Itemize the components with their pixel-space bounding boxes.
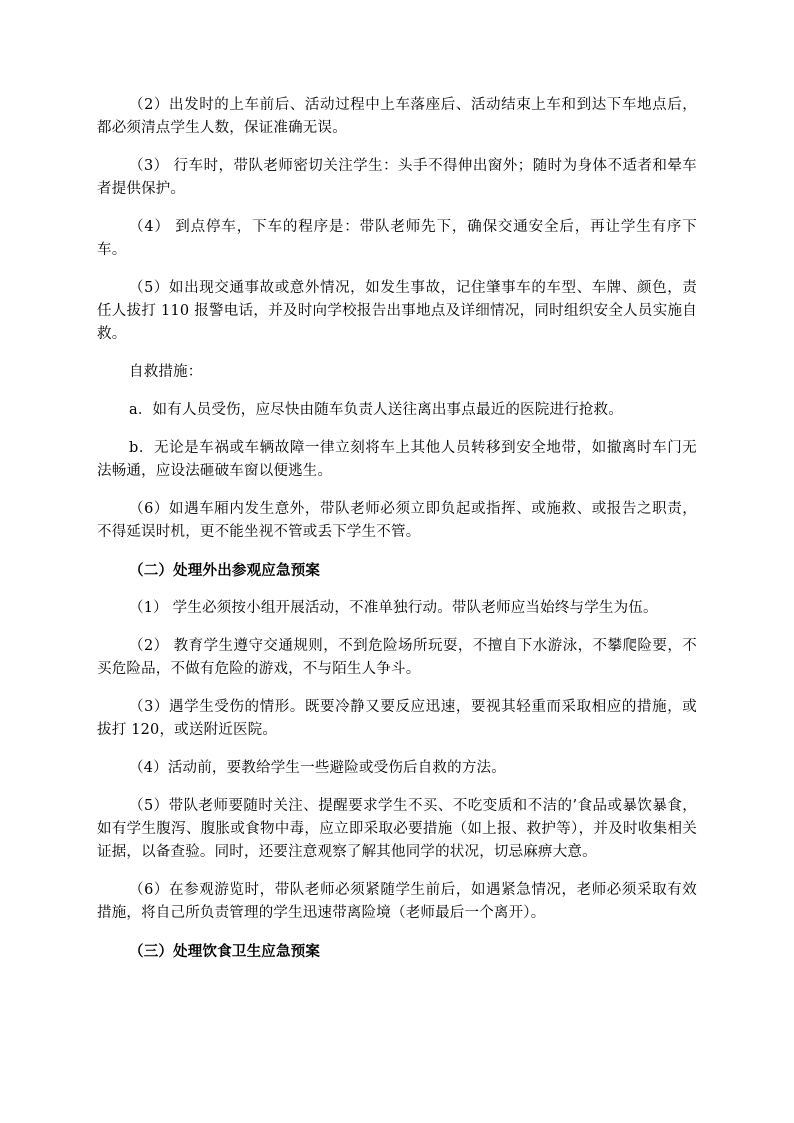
self-rescue-item-a: a．如有人员受伤，应尽快由随车负责人送往离出事点最近的医院进行抢救。 bbox=[129, 402, 623, 418]
paragraph-4-stopping-procedure: （4） 到点停车，下车的程序是：带队老师先下，确保交通安全后，再让学生有序下车。 bbox=[97, 219, 697, 258]
visit-item-2-traffic-rules: （2） 教育学生遵守交通规则，不到危险场所玩耍，不擅自下水游泳，不攀爬险要，不买危险品，不做有危险的游戏，不与陌生人争斗。 bbox=[97, 638, 697, 677]
self-rescue-item-b: b．无论是车祸或车辆故障一律立刻将车上其他人员转移到安全地带，如撤离时车门无法畅通，应设法砸破车窗以便逃生。 bbox=[97, 440, 697, 479]
visit-item-6-touring-emergency: （6）在参观游览时，带队老师必须紧随学生前后，如遇紧急情况，老师必须采取有效措施，将自己所负责管理的学生迅速带离险境（老师最后一个离开）。 bbox=[97, 882, 697, 921]
paragraph-3-driving-safety: （3） 行车时，带队老师密切关注学生：头手不得伸出窗外；随时为身体不适者和晕车者提供保护。 bbox=[97, 158, 697, 197]
paragraph-2-boarding-headcount: （2）出发时的上车前后、活动过程中上车落座后、活动结束上车和到达下车地点后，都必须清点学生人数，保证准确无误。 bbox=[97, 97, 697, 136]
document-body bbox=[97, 94, 697, 978]
visit-item-5-food-safety: （5）带队老师要随时关注、提醒要求学生不买、不吃变质和不洁的’食品或暴饮暴食，如有学生腹泻、腹胀或食物中毒，应立即采取必要措施（如上报、救护等），并及时收集相关证据，以备查验。同时，还要注意观察了解其他同学的状况，切忌麻痹大意。 bbox=[97, 798, 697, 860]
visit-item-1-group-activity: （1） 学生必须按小组开展活动，不准单独行动。带队老师应当始终与学生为伍。 bbox=[129, 600, 658, 616]
visit-item-4-self-rescue-training: （4）活动前，要教给学生一些避险或受伤后自救的方法。 bbox=[129, 760, 506, 776]
self-rescue-label: 自救措施： bbox=[129, 364, 203, 380]
paragraph-5-traffic-accident: （5）如出现交通事故或意外情况，如发生事故，记住肇事车的车型、车牌、颜色，责任人拔打 110 报警电话，并及时向学校报告出事地点及详细情况，同时组织安全人员实施自救。 bbox=[97, 280, 697, 342]
paragraph-6-cabin-accident: （6）如遇车厢内发生意外，带队老师必须立即负起或指挥、或施救、或报告之职责，不得延误时机，更不能坐视不管或丢下学生不管。 bbox=[97, 501, 697, 540]
section-heading-food-hygiene: （三）处理饮食卫生应急预案 bbox=[129, 943, 321, 960]
section-heading-visit-emergency: （二）处理外出参观应急预案 bbox=[129, 562, 321, 579]
visit-item-3-injury-response: （3）遇学生受伤的情形。既要冷静又要反应迅速，要视其轻重而采取相应的措施，或拔打 120，或送附近医院。 bbox=[97, 699, 697, 738]
